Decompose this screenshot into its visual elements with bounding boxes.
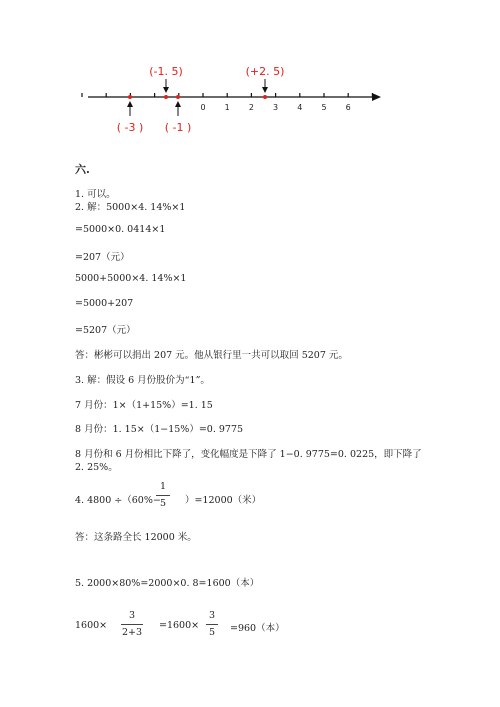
tick-label: 0 xyxy=(200,103,206,112)
answer-5-step-2-a: 1600× xyxy=(75,620,108,631)
label-pos-2-5: (+2. 5) xyxy=(245,65,285,78)
answer-2-conclusion: 答：彬彬可以捐出 207 元。他从银行里一共可以取回 5207 元。 xyxy=(75,350,348,361)
tick-label: 3 xyxy=(273,103,279,112)
section-heading: 六. xyxy=(75,163,90,176)
answer-1: 1. 可以。 xyxy=(75,189,116,200)
answer-3-conclusion-line-2: 2. 25%。 xyxy=(75,462,118,473)
label-neg-1-5: (-1. 5) xyxy=(149,65,183,78)
label-neg-1: ( -1 ) xyxy=(164,121,192,134)
tick-label: 6 xyxy=(345,103,351,112)
arrowhead-neg-3 xyxy=(127,101,133,107)
arrowhead-neg-1 xyxy=(175,101,181,107)
marker-neg-1-5 xyxy=(164,95,168,99)
answer-3-august: 8 月份：1. 15×（1−15%）=0. 9775 xyxy=(75,424,244,435)
marker-neg-3 xyxy=(128,95,132,99)
fraction-numerator: 1 xyxy=(159,481,167,492)
axis-arrowhead xyxy=(372,93,381,101)
answer-2-step-3: =207（元） xyxy=(75,252,130,263)
fraction-bar xyxy=(206,624,218,625)
answer-4-expr-start: 4. 4800 ÷（60%− xyxy=(75,495,161,506)
answer-2-step-2: =5000×0. 0414×1 xyxy=(75,224,166,235)
marker-neg-1 xyxy=(176,95,180,99)
answer-2-step-6: =5207（元） xyxy=(75,325,136,336)
fraction-denominator: 2+3 xyxy=(121,627,143,638)
fraction-denominator: 5 xyxy=(208,627,216,638)
answer-3-conclusion-line-1: 8 月份和 6 月份相比下降了，变化幅度是下降了 1−0. 9775=0. 0225，即下降了 xyxy=(75,449,422,460)
answer-5-step-1: 5. 2000×80%=2000×0. 8=1600（本） xyxy=(75,578,260,589)
answer-2-step-4: 5000+5000×4. 14%×1 xyxy=(75,273,187,284)
answer-5-step-2-c: =960（本） xyxy=(230,623,285,634)
answer-4-conclusion: 答：这条路全长 12000 米。 xyxy=(75,532,197,543)
fraction-numerator: 3 xyxy=(128,610,136,621)
answer-3-july: 7 月份：1×（1+15%）=1. 15 xyxy=(75,400,213,411)
arrowhead-neg-1-5 xyxy=(163,87,169,93)
tick-label: 4 xyxy=(297,103,303,112)
arrowhead-pos-2-5 xyxy=(262,87,268,93)
tick-label: 1 xyxy=(224,103,230,112)
label-neg-3: ( -3 ) xyxy=(116,121,144,134)
answer-3-setup: 3. 解：假设 6 月份股价为“1”。 xyxy=(75,375,210,386)
fraction-bar xyxy=(156,495,170,496)
fraction-1-5 xyxy=(156,480,170,511)
tick-label: 5 xyxy=(321,103,327,112)
fraction-3-5 xyxy=(206,609,218,640)
fraction-bar xyxy=(121,624,143,625)
fraction-numerator: 3 xyxy=(208,610,216,621)
answer-4-expr-end: ）=12000（米） xyxy=(185,495,262,506)
tick-label: 2 xyxy=(248,103,254,112)
answer-5-step-2-b: =1600× xyxy=(159,620,200,631)
fraction-denominator: 5 xyxy=(159,498,167,509)
number-line-figure xyxy=(0,0,500,150)
marker-pos-2-5 xyxy=(263,95,267,99)
fraction-3-over-2-plus-3 xyxy=(121,609,143,640)
answer-2-step-5: =5000+207 xyxy=(75,298,134,309)
answer-2-step-1: 2. 解：5000×4. 14%×1 xyxy=(75,202,186,213)
